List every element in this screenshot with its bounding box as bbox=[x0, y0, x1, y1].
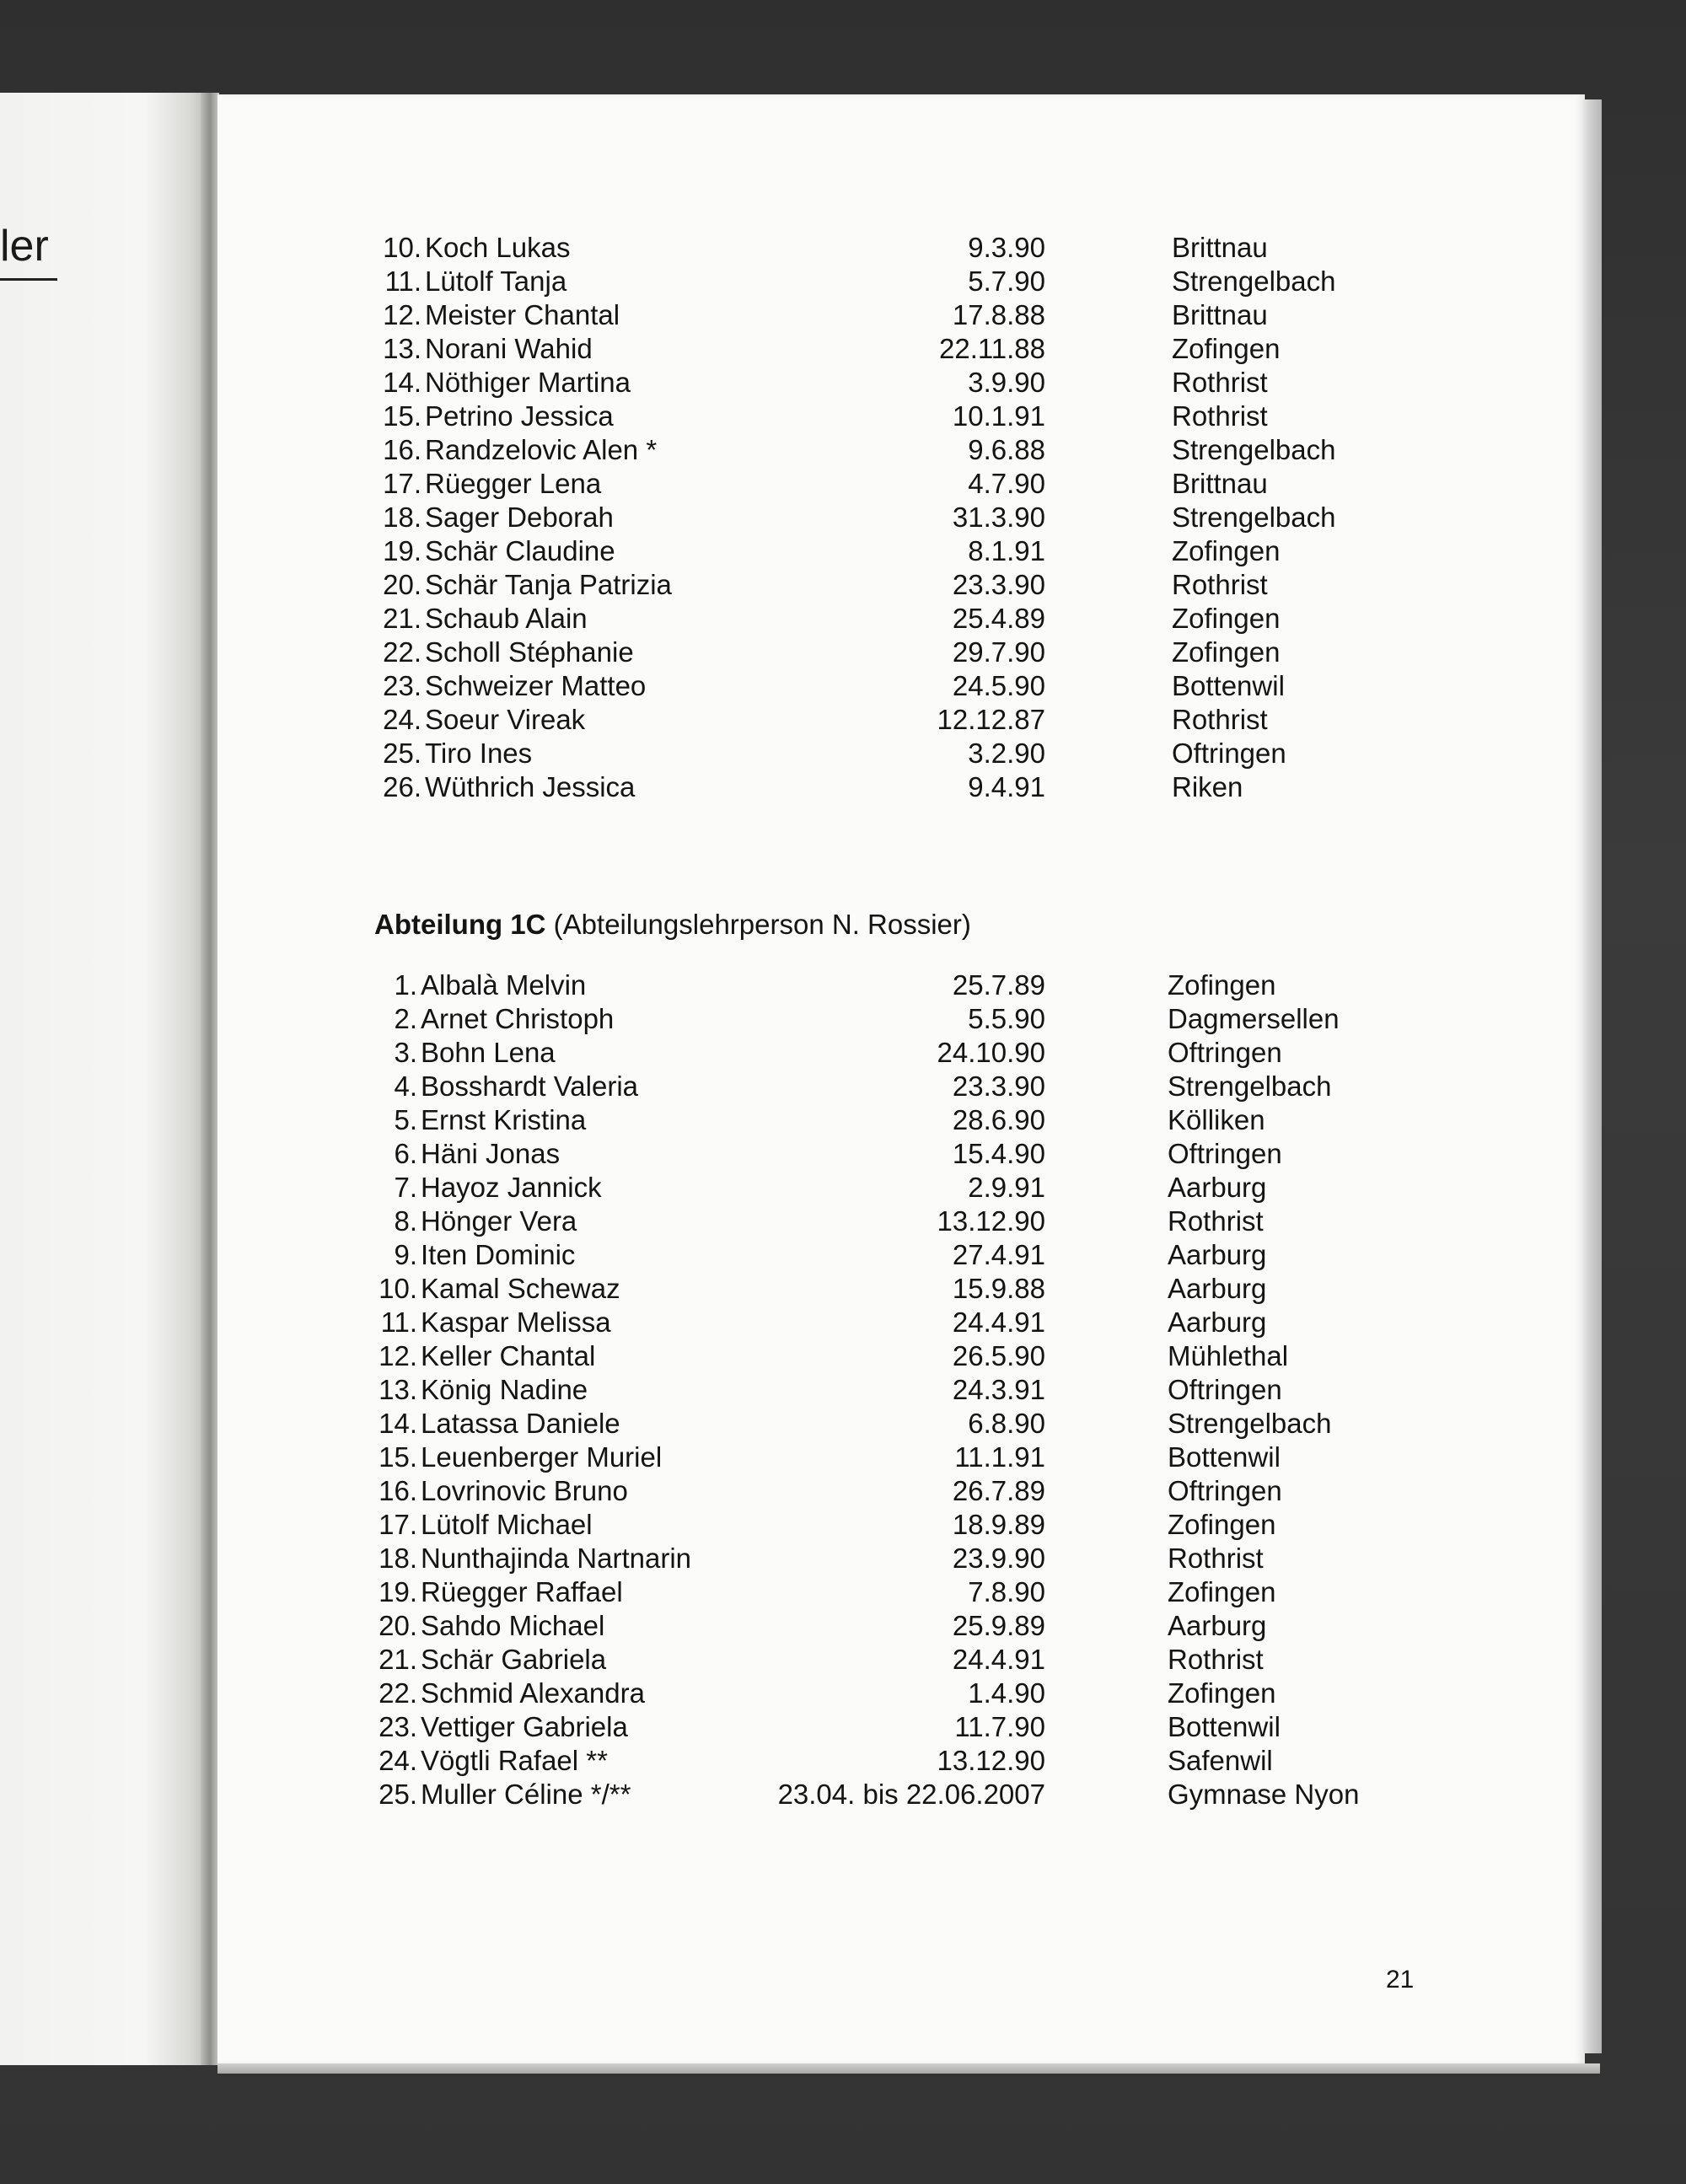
student-number: 24. bbox=[379, 1745, 417, 1776]
student-birthdate: 22.11.88 bbox=[938, 333, 1045, 364]
student-row bbox=[0, 703, 1686, 737]
student-number: 20. bbox=[383, 569, 422, 600]
student-name: Schär Claudine bbox=[425, 535, 615, 566]
student-number: 8. bbox=[394, 1205, 417, 1237]
student-number: 3. bbox=[394, 1037, 417, 1068]
student-birthdate: 5.5.90 bbox=[968, 1003, 1045, 1034]
student-place: Zofingen bbox=[1172, 333, 1281, 364]
student-row bbox=[0, 366, 1686, 400]
student-row bbox=[0, 1272, 1686, 1306]
student-birthdate: 26.5.90 bbox=[952, 1340, 1045, 1371]
student-name: Leuenberger Muriel bbox=[421, 1441, 663, 1473]
student-row bbox=[0, 737, 1686, 770]
student-name: Sahdo Michael bbox=[421, 1610, 605, 1641]
student-name: Scholl Stéphanie bbox=[425, 636, 634, 668]
student-number: 17. bbox=[379, 1509, 417, 1540]
student-place: Aarburg bbox=[1168, 1610, 1267, 1641]
student-birthdate: 9.6.88 bbox=[968, 434, 1045, 465]
student-row bbox=[0, 1002, 1686, 1036]
student-number: 15. bbox=[379, 1441, 417, 1473]
student-birthdate: 10.1.91 bbox=[952, 400, 1045, 432]
student-row bbox=[0, 1643, 1686, 1677]
student-row bbox=[0, 1137, 1686, 1171]
student-birthdate: 5.7.90 bbox=[968, 266, 1045, 297]
student-row bbox=[0, 1508, 1686, 1542]
student-place: Zofingen bbox=[1172, 636, 1281, 668]
student-birthdate: 15.9.88 bbox=[952, 1273, 1045, 1304]
student-birthdate: 4.7.90 bbox=[968, 468, 1045, 499]
student-birthdate: 23.9.90 bbox=[952, 1543, 1045, 1574]
student-number: 6. bbox=[394, 1138, 417, 1169]
student-name: Schär Tanja Patrizia bbox=[425, 569, 672, 600]
student-row bbox=[0, 467, 1686, 501]
student-place: Rothrist bbox=[1172, 569, 1268, 600]
student-number: 19. bbox=[379, 1576, 417, 1607]
student-row bbox=[0, 298, 1686, 332]
student-row bbox=[0, 1542, 1686, 1575]
student-place: Kölliken bbox=[1168, 1104, 1265, 1135]
student-name: Hayoz Jannick bbox=[421, 1172, 602, 1203]
student-number: 5. bbox=[394, 1104, 417, 1135]
student-number: 9. bbox=[394, 1239, 417, 1270]
student-name: Rüegger Raffael bbox=[421, 1576, 623, 1607]
student-place: Strengelbach bbox=[1172, 502, 1336, 533]
student-place: Rothrist bbox=[1172, 367, 1268, 398]
student-number: 21. bbox=[383, 603, 422, 634]
student-place: Strengelbach bbox=[1172, 434, 1336, 465]
student-place: Bottenwil bbox=[1168, 1711, 1281, 1742]
student-name: Meister Chantal bbox=[425, 299, 620, 330]
student-row bbox=[0, 534, 1686, 568]
student-row bbox=[0, 501, 1686, 534]
student-number: 20. bbox=[379, 1610, 417, 1641]
student-number: 4. bbox=[394, 1071, 417, 1102]
student-name: Vettiger Gabriela bbox=[421, 1711, 628, 1742]
student-birthdate: 31.3.90 bbox=[952, 502, 1045, 533]
student-number: 13. bbox=[383, 333, 422, 364]
student-birthdate: 2.9.91 bbox=[968, 1172, 1045, 1203]
student-birthdate: 8.1.91 bbox=[968, 535, 1045, 566]
student-name: Petrino Jessica bbox=[425, 400, 614, 432]
student-name: Arnet Christoph bbox=[421, 1003, 615, 1034]
student-birthdate: 15.4.90 bbox=[952, 1138, 1045, 1169]
student-name: Lütolf Michael bbox=[421, 1509, 593, 1540]
student-row bbox=[0, 602, 1686, 636]
student-name: Hönger Vera bbox=[421, 1205, 577, 1237]
student-row bbox=[0, 1103, 1686, 1137]
student-place: Oftringen bbox=[1168, 1138, 1282, 1169]
student-row bbox=[0, 1778, 1686, 1811]
student-name: Iten Dominic bbox=[421, 1239, 576, 1270]
student-number: 14. bbox=[379, 1408, 417, 1439]
student-row bbox=[0, 1744, 1686, 1778]
student-name: Norani Wahid bbox=[425, 333, 593, 364]
student-row bbox=[0, 1373, 1686, 1407]
student-place: Oftringen bbox=[1172, 738, 1286, 769]
student-number: 23. bbox=[383, 670, 422, 701]
student-place: Brittnau bbox=[1172, 299, 1268, 330]
student-place: Zofingen bbox=[1168, 969, 1276, 1001]
student-birthdate: 26.7.89 bbox=[952, 1475, 1045, 1506]
student-birthdate: 28.6.90 bbox=[952, 1104, 1045, 1135]
student-place: Zofingen bbox=[1172, 603, 1281, 634]
student-row bbox=[0, 400, 1686, 433]
student-row bbox=[0, 265, 1686, 298]
student-row bbox=[0, 1070, 1686, 1103]
section-heading bbox=[374, 908, 971, 942]
student-number: 11. bbox=[384, 266, 422, 297]
student-number: 12. bbox=[379, 1340, 417, 1371]
student-place: Gymnase Nyon bbox=[1168, 1779, 1360, 1810]
student-place: Rothrist bbox=[1172, 704, 1268, 735]
student-name: Schaub Alain bbox=[425, 603, 588, 634]
student-birthdate: 7.8.90 bbox=[968, 1576, 1045, 1607]
student-row bbox=[0, 1710, 1686, 1744]
student-birthdate: 9.3.90 bbox=[968, 232, 1045, 263]
page-edge-bottom bbox=[217, 2063, 1600, 2074]
student-name: Nöthiger Martina bbox=[425, 367, 631, 398]
student-name: Nunthajinda Nartnarin bbox=[421, 1543, 692, 1574]
student-name: Bohn Lena bbox=[421, 1037, 556, 1068]
student-row bbox=[0, 1407, 1686, 1441]
student-birthdate: 24.3.91 bbox=[952, 1374, 1045, 1405]
student-number: 24. bbox=[383, 704, 422, 735]
student-number: 23. bbox=[379, 1711, 417, 1742]
student-row bbox=[0, 969, 1686, 1002]
student-name: Tiro Ines bbox=[425, 738, 533, 769]
student-name: Schmid Alexandra bbox=[421, 1677, 645, 1709]
student-name: Bosshardt Valeria bbox=[421, 1071, 639, 1102]
student-birthdate: 12.12.87 bbox=[937, 704, 1045, 735]
student-name: Häni Jonas bbox=[421, 1138, 561, 1169]
student-birthdate: 6.8.90 bbox=[968, 1408, 1045, 1439]
student-number: 16. bbox=[383, 434, 422, 465]
student-number: 26. bbox=[383, 771, 422, 802]
student-row bbox=[0, 1575, 1686, 1609]
student-birthdate: 23.3.90 bbox=[952, 1071, 1045, 1102]
student-birthdate: 25.9.89 bbox=[952, 1610, 1045, 1641]
student-row bbox=[0, 332, 1686, 366]
student-number: 13. bbox=[379, 1374, 417, 1405]
student-row bbox=[0, 231, 1686, 265]
student-birthdate: 25.7.89 bbox=[952, 969, 1045, 1001]
student-birthdate: 24.4.91 bbox=[952, 1307, 1045, 1338]
student-number: 1. bbox=[394, 969, 417, 1001]
student-name: König Nadine bbox=[421, 1374, 588, 1405]
student-place: Mühlethal bbox=[1168, 1340, 1289, 1371]
student-place: Zofingen bbox=[1168, 1509, 1276, 1540]
student-place: Riken bbox=[1172, 771, 1243, 802]
student-place: Aarburg bbox=[1168, 1307, 1267, 1338]
student-place: Strengelbach bbox=[1172, 266, 1336, 297]
student-place: Strengelbach bbox=[1168, 1071, 1332, 1102]
student-birthdate: 9.4.91 bbox=[968, 771, 1045, 802]
student-row bbox=[0, 1306, 1686, 1339]
student-number: 12. bbox=[383, 299, 422, 330]
student-name: Schär Gabriela bbox=[421, 1644, 607, 1675]
student-birthdate: 17.8.88 bbox=[952, 299, 1045, 330]
student-place: Dagmersellen bbox=[1168, 1003, 1340, 1034]
student-number: 18. bbox=[379, 1543, 417, 1574]
student-row bbox=[0, 433, 1686, 467]
student-row bbox=[0, 1171, 1686, 1205]
student-name: Lütolf Tanja bbox=[425, 266, 567, 297]
page-number: 21 bbox=[1386, 1966, 1415, 1994]
student-name: Latassa Daniele bbox=[421, 1408, 620, 1439]
student-row bbox=[0, 669, 1686, 703]
student-name: Ernst Kristina bbox=[421, 1104, 587, 1135]
student-name: Koch Lukas bbox=[425, 232, 571, 263]
student-place: Oftringen bbox=[1168, 1475, 1282, 1506]
student-number: 19. bbox=[383, 535, 422, 566]
student-birthdate: 27.4.91 bbox=[952, 1239, 1045, 1270]
student-birthdate: 1.4.90 bbox=[968, 1677, 1045, 1709]
student-row bbox=[0, 1474, 1686, 1508]
student-number: 18. bbox=[383, 502, 422, 533]
student-number: 25. bbox=[383, 738, 422, 769]
student-place: Zofingen bbox=[1168, 1576, 1276, 1607]
student-number: 10. bbox=[379, 1273, 417, 1304]
section-teacher: (Abteilungslehrperson N. Rossier) bbox=[545, 909, 971, 940]
student-name: Vögtli Rafael ** bbox=[421, 1745, 608, 1776]
student-name: Wüthrich Jessica bbox=[425, 771, 636, 802]
student-number: 17. bbox=[383, 468, 422, 499]
student-place: Zofingen bbox=[1172, 535, 1281, 566]
student-place: Rothrist bbox=[1168, 1644, 1264, 1675]
student-place: Brittnau bbox=[1172, 232, 1268, 263]
student-number: 25. bbox=[379, 1779, 417, 1810]
section-title: Abteilung 1C bbox=[374, 909, 546, 940]
student-birthdate: 24.4.91 bbox=[952, 1644, 1045, 1675]
student-birthdate: 11.7.90 bbox=[954, 1711, 1045, 1742]
student-name: Lovrinovic Bruno bbox=[421, 1475, 628, 1506]
student-birthdate: 24.5.90 bbox=[952, 670, 1045, 701]
student-place: Brittnau bbox=[1172, 468, 1268, 499]
student-place: Aarburg bbox=[1168, 1273, 1267, 1304]
student-birthdate: 23.04. bis 22.06.2007 bbox=[777, 1779, 1045, 1810]
student-birthdate: 23.3.90 bbox=[952, 569, 1045, 600]
student-place: Rothrist bbox=[1168, 1543, 1264, 1574]
student-place: Rothrist bbox=[1172, 400, 1268, 432]
student-name: Kaspar Melissa bbox=[421, 1307, 611, 1338]
student-row bbox=[0, 1205, 1686, 1238]
student-number: 21. bbox=[379, 1644, 417, 1675]
student-place: Bottenwil bbox=[1172, 670, 1285, 701]
student-row bbox=[0, 1036, 1686, 1070]
student-name: Soeur Vireak bbox=[425, 704, 586, 735]
student-name: Muller Céline */** bbox=[421, 1779, 631, 1810]
student-name: Keller Chantal bbox=[421, 1340, 596, 1371]
student-place: Aarburg bbox=[1168, 1172, 1267, 1203]
student-name: Rüegger Lena bbox=[425, 468, 602, 499]
student-number: 22. bbox=[379, 1677, 417, 1709]
student-place: Bottenwil bbox=[1168, 1441, 1281, 1473]
student-number: 22. bbox=[383, 636, 422, 668]
previous-page-heading: ler bbox=[0, 222, 49, 271]
student-place: Oftringen bbox=[1168, 1037, 1282, 1068]
student-number: 16. bbox=[379, 1475, 417, 1506]
student-name: Kamal Schewaz bbox=[421, 1273, 620, 1304]
student-birthdate: 18.9.89 bbox=[952, 1509, 1045, 1540]
student-birthdate: 3.2.90 bbox=[968, 738, 1045, 769]
student-number: 7. bbox=[394, 1172, 417, 1203]
student-number: 11. bbox=[380, 1307, 417, 1338]
student-birthdate: 3.9.90 bbox=[968, 367, 1045, 398]
student-row bbox=[0, 636, 1686, 669]
student-row bbox=[0, 1238, 1686, 1272]
student-row bbox=[0, 568, 1686, 602]
student-name: Schweizer Matteo bbox=[425, 670, 647, 701]
student-place: Safenwil bbox=[1168, 1745, 1273, 1776]
student-row bbox=[0, 1339, 1686, 1373]
student-place: Zofingen bbox=[1168, 1677, 1276, 1709]
student-number: 15. bbox=[383, 400, 422, 432]
student-number: 2. bbox=[394, 1003, 417, 1034]
student-place: Oftringen bbox=[1168, 1374, 1282, 1405]
student-row bbox=[0, 1609, 1686, 1643]
student-birthdate: 29.7.90 bbox=[952, 636, 1045, 668]
student-name: Randzelovic Alen * bbox=[425, 434, 658, 465]
student-birthdate: 11.1.91 bbox=[954, 1441, 1045, 1473]
student-row bbox=[0, 770, 1686, 804]
student-name: Albalà Melvin bbox=[421, 969, 587, 1001]
student-place: Rothrist bbox=[1168, 1205, 1264, 1237]
student-row bbox=[0, 1441, 1686, 1474]
student-name: Sager Deborah bbox=[425, 502, 614, 533]
student-row bbox=[0, 1677, 1686, 1710]
student-birthdate: 25.4.89 bbox=[952, 603, 1045, 634]
student-place: Aarburg bbox=[1168, 1239, 1267, 1270]
student-birthdate: 13.12.90 bbox=[937, 1745, 1045, 1776]
student-birthdate: 13.12.90 bbox=[937, 1205, 1045, 1237]
student-number: 10. bbox=[383, 232, 422, 263]
student-birthdate: 24.10.90 bbox=[937, 1037, 1045, 1068]
student-number: 14. bbox=[383, 367, 422, 398]
student-place: Strengelbach bbox=[1168, 1408, 1332, 1439]
